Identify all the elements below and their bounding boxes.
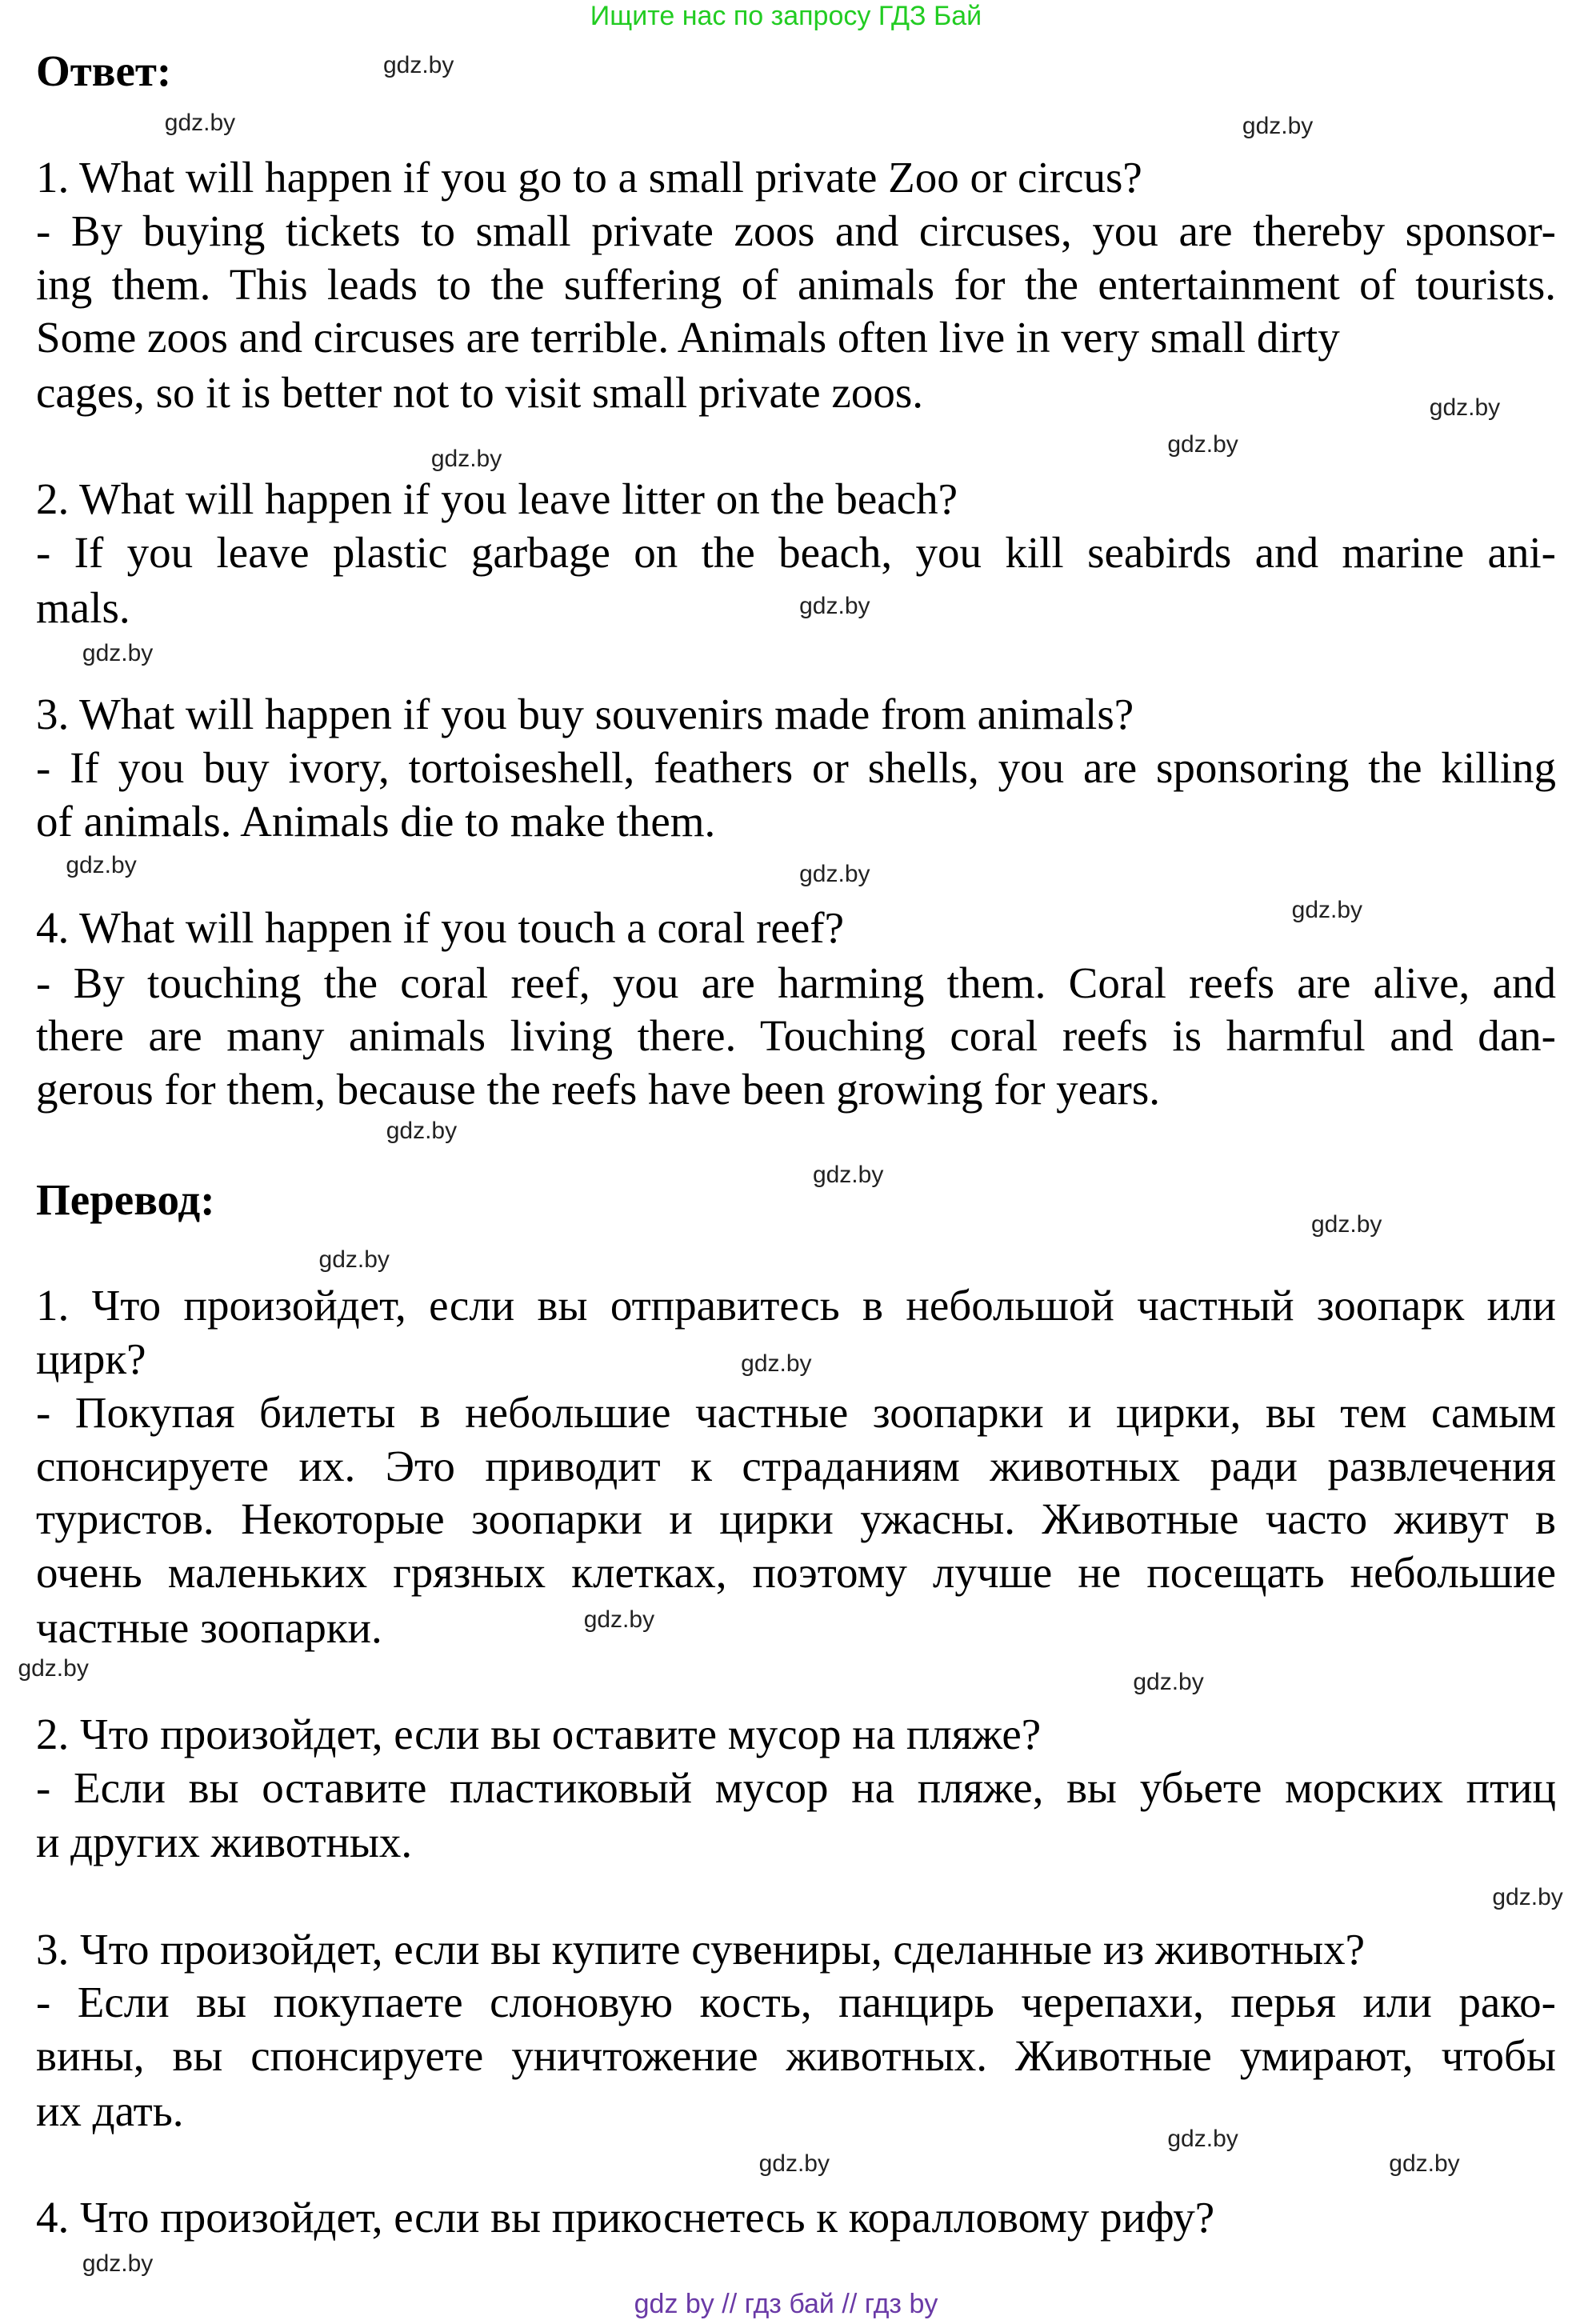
watermark: gdz.by bbox=[758, 2150, 830, 2178]
answer-line: 2. What will happen if you leave litter on the beach? bbox=[36, 474, 958, 524]
translation-line: 3. Что произойдет, если вы купите сувениры, сделанные из животных? bbox=[36, 1924, 1366, 1974]
watermark: gdz.by bbox=[583, 1606, 655, 1634]
translation-line: частные зоопарки. bbox=[36, 1602, 382, 1652]
watermark: gdz.by bbox=[741, 1350, 812, 1377]
footer-links[interactable]: gdz by // гдз бай // гдз by bbox=[634, 2289, 938, 2319]
watermark: gdz.by bbox=[1167, 2125, 1238, 2152]
watermark: gdz.by bbox=[1492, 1883, 1563, 1910]
answer-heading: Ответ: bbox=[36, 46, 172, 95]
translation-line: цирк? bbox=[36, 1334, 146, 1384]
answer-line: there are many animals living there. Touching coral reefs is harmful and dan- bbox=[36, 1011, 1556, 1061]
search-banner[interactable]: Ищите нас по запросу ГДЗ Бай bbox=[590, 1, 982, 31]
watermark: gdz.by bbox=[1291, 896, 1363, 923]
watermark: gdz.by bbox=[1429, 394, 1501, 421]
translation-line: - Если вы оставите пластиковый мусор на пляже, вы убьете морских птиц bbox=[36, 1762, 1556, 1812]
answer-line: ing them. This leads to the suffering of animals for the entertainment of tourists. bbox=[36, 259, 1556, 309]
answer-line: - By touching the coral reef, you are harming them. Coral reefs are alive, and bbox=[36, 958, 1556, 1007]
watermark: gdz.by bbox=[386, 1117, 458, 1144]
watermark: gdz.by bbox=[1242, 112, 1314, 139]
watermark: gdz.by bbox=[18, 1655, 89, 1682]
translation-line: - Если вы покупаете слоновую кость, панцирь черепахи, перья или рако- bbox=[36, 1978, 1556, 2027]
watermark: gdz.by bbox=[1133, 1669, 1204, 1696]
watermark: gdz.by bbox=[66, 852, 137, 879]
watermark: gdz.by bbox=[430, 446, 502, 473]
translation-heading: Перевод: bbox=[36, 1175, 215, 1224]
translation-line: - Покупая билеты в небольшие частные зоопарки и цирки, вы тем самым bbox=[36, 1387, 1556, 1437]
translation-line: 4. Что произойдет, если вы прикоснетесь к коралловому рифу? bbox=[36, 2193, 1215, 2242]
translation-line: 1. Что произойдет, если вы отправитесь в небольшой частный зоопарк или bbox=[36, 1281, 1556, 1330]
translation-line: вины, вы спонсируете уничтожение животных. Животные умирают, чтобы bbox=[36, 2031, 1556, 2081]
watermark: gdz.by bbox=[1389, 2150, 1460, 2178]
answer-line: - By buying tickets to small private zoos and circuses, you are thereby sponsor- bbox=[36, 206, 1556, 256]
watermark: gdz.by bbox=[812, 1162, 884, 1189]
translation-line: спонсируете их. Это приводит к страданиям животных ради развлечения bbox=[36, 1441, 1556, 1490]
answer-line: - If you leave plastic garbage on the beach, you kill seabirds and marine ani- bbox=[36, 528, 1556, 578]
watermark: gdz.by bbox=[82, 640, 154, 667]
watermark: gdz.by bbox=[1310, 1210, 1382, 1238]
translation-line: 2. Что произойдет, если вы оставите мусор на пляже? bbox=[36, 1710, 1042, 1758]
watermark: gdz.by bbox=[82, 2250, 154, 2277]
watermark: gdz.by bbox=[318, 1246, 390, 1274]
translation-line: очень маленьких грязных клетках, поэтому лучше не посещать небольшие bbox=[36, 1548, 1556, 1598]
translation-line: их дать. bbox=[36, 2086, 184, 2135]
answer-line: 4. What will happen if you touch a coral reef? bbox=[36, 902, 844, 952]
watermark: gdz.by bbox=[382, 51, 454, 78]
answer-line: of animals. Animals die to make them. bbox=[36, 796, 716, 846]
watermark: gdz.by bbox=[1167, 430, 1238, 458]
translation-line: туристов. Некоторые зоопарки и цирки ужасны. Животные часто живут в bbox=[36, 1494, 1556, 1544]
watermark: gdz.by bbox=[799, 861, 870, 888]
answer-line: gerous for them, because the reefs have been growing for years. bbox=[36, 1064, 1160, 1114]
watermark: gdz.by bbox=[164, 109, 236, 136]
answer-line: cages, so it is better not to visit small private zoos. bbox=[36, 368, 923, 418]
answer-line: mals. bbox=[36, 582, 130, 632]
answer-line: - If you buy ivory, tortoiseshell, feathers or shells, you are sponsoring the killing bbox=[36, 742, 1556, 792]
translation-line: и других животных. bbox=[36, 1818, 413, 1867]
answer-line: 1. What will happen if you go to a small private Zoo or circus? bbox=[36, 153, 1142, 202]
answer-line: Some zoos and circuses are terrible. Animals often live in very small dirty bbox=[36, 313, 1340, 362]
watermark: gdz.by bbox=[799, 592, 870, 619]
answer-line: 3. What will happen if you buy souvenirs made from animals? bbox=[36, 690, 1134, 739]
